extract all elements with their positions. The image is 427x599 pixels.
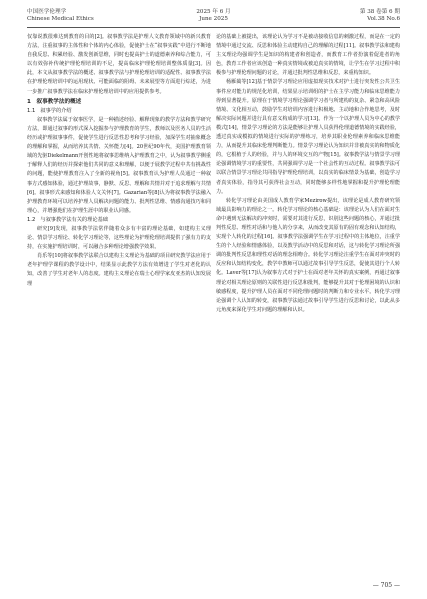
subsection-heading: 1.2 与叙事教学法有关的理论基础 — [27, 216, 108, 223]
left-column — [27, 33, 211, 289]
paragraph: 转化学习理论由美国成人教育学家Mezirow提出，该理论是成人教育研究领域最具影响力的理论之一。转化学习理论的核心基础是：该理论认为人们在面对生命中遇到无法解决的冲突时，需要对其进行反思，识别这些问题的核心，并通过批判性反思、理性对话和与他人的分享来，从而改变其原有的固有观念和认知结构，实现个人转化的过程[16]。叙事教学法强调学生在学习过程中的主体地位，注重学生的个人经验和情感体验，以及教学活动中的反思和对话，这与转化学习理论所强调的批判性反思和理性对话的理念相吻合。转化学习理论注重学生在面对冲突时的反应和认知结构变化，教学中教师可以通过故事引导学生反思，促使其进行个人转化。Laver等[17]认为叙事方式对于护士在面对老年关怀的真实案例，再通过叙事理论对相关理论原则的关联性进行反思和批判，能够提升其对于伦理困境的认识和敏感程度，提升护理人员在面对不同伦理问题时的判断力和专业水平。转化学习理论强调个人认知的转变，叙事教学法通过故事引导学生进行反思和讨论，以此从多元角度来深化学生对问题的理解和认识。 — [216, 197, 400, 313]
date-en: June 2025 — [199, 16, 228, 23]
journal-name-cn: 中国医学伦理学 — [27, 9, 67, 15]
paragraph: 论的基础上被提出，该理论认为学习不是被动接收信息的刺激过程，而是在一定的情境中通过交流、反思和体验主动建构自己的理解的过程[11]。叙事教学法和建构主义理论均强调学生是知识的构建者和创造者，而教育工作者扮演着促进者的角色，教育工作者应该创造一种真实情境或被迫真实的情境，让学生在学习过程中积极参与护理伦理问题的讨论，并通过批判性思维和反思，来重构知识。 — [216, 34, 400, 77]
page-number: — 705 — — [372, 582, 400, 589]
journal-name-en: Chinese Medical Ethics — [27, 16, 94, 23]
paragraph: 杨雁蔺等[12]基于情景学习理论应用虚拟现实技术对护士进行突发性公共卫生事件应对能力的规范化培训，结果显示培训组的护士在主学习能力和临床思维能力得到显著提升。原理在于情境学习理论强调学习者与所建构的复杂、紧急和高风险情境、文化相互动，鼓励学生对培训内容进行积极地、主动地和合作地思考，及时解决实际问题并进行具有意义构成的学习[13]。作为一个以护理人员为中心的教学模式[14]，情景学习理论的方法是能够让护理人员获得伦理道德情境的实践经验，透过真实或模拟的情境进行实际的护理练习，培养其职业伦理素养和临床思维能力，从而提升其临床伦理判断能力。情景学习理论认为知识并非被真实的和物质化的，它根植于人的经验，并与人的环境交互的产物[15]。叙事教学法与情景学习理论强调情境学习的重要性，共同强调学习是一个社会性的互动过程。叙事教学法可以联合情景学习理论共同指导护理伦理培训，以真实的临床情景为基础，创造学习者真实体验，指导其可获得社会互动，同时能够多样性地掌握和提升护理伦理能力。 — [216, 79, 400, 195]
paragraph: 仅靠说教很难达到教育的目的[2]。叙事教学法是护理人文教育领域中的新兴教育方法，注重叙事的主体性和个体的内心体验，促使护士在“叙事实践”中进行不断地自我反思、积累经验、激发创新思维，同时也提高护士的道德素养和综合能力，可以有效弥补传统护理伦理培训的不足，提高临床护理伦理培训整体质量[3]。因此，本文从叙事教学法的概述、叙事教学法与护理伦理培训的适配性、叙事教学法在护理伦理培训中的运用现状、可能面临的阻碍、未来展望等方面进行综述，为进一步推广叙事教学法在临床护理伦理培训中的应用提供参考。 — [27, 34, 211, 95]
date-cn: 2025 年 6 月 — [196, 9, 231, 15]
issue-en: Vol.38 No.6 — [367, 16, 400, 23]
paragraph: 叙事教学法属于叙事医学，是一种描述经验、解释现象的教学方法和教学研究方法，即通过叙事的形式深入挖掘参与护理教育的学生，教师以及医务人员的生活经历或护理叙事事件，促使学生进行反思性思考和学习经验，加深学生对抽象概念的理解和掌握，从而培养其共情、关怀能力[4]。20世纪90年代，美国护理教育领域的先驱Diekelmann开创性地将叙事思维纳入护理教育之中，认为叙事教学侧重于解释人们的经历并探索他们共同的意义和理解，以便于展教学过程中共有挑战性的问题，能使护理教育注入了全新的视角[5]。叙事教育认为护理人员通过一种叙事方式感知体验，通过护理故事，静默、反思、理解和共情并对于追求理解与共情[6]。叙事形式来感知和体验人文关怀[7]。Gazarian等[8]认为将叙事教学法融入护理教育环境可以培养护理人员解决问题的能力、批判性思维、情感沟通技巧和同理心，并增强他们在护理生涯中的职业认同感。 — [27, 116, 211, 214]
paragraph: 肖乐等[10]将叙事教学法联合以建构主义理论为基础的项目研究教学法应用于老年护理学课程的教学设计中，结果显示此教学方法有效增进了学生对老化的认知，改善了学生对老年人的态度。建构主义理论在瑞士心理学家皮亚杰的认知发展理 — [27, 253, 211, 287]
header-divider — [27, 27, 400, 28]
section-heading: 1 叙事教学法的概述 — [27, 98, 82, 105]
paragraph: 研究[9]发现，叙事教学法常伴随着众多有丰富的理论基础，如建构主义理论、情景学习理论、转化学习理论等，这些理论为护理伦理培训提供了强有力的支持，在实施护理培训时，可以融合多种理论增强教学效果。 — [27, 225, 211, 251]
right-column — [216, 33, 400, 315]
subsection-heading: 1.1 叙事学的介绍 — [27, 107, 72, 114]
issue-number — [360, 9, 400, 23]
issue-cn: 第 38 卷第 6 期 — [359, 9, 400, 15]
